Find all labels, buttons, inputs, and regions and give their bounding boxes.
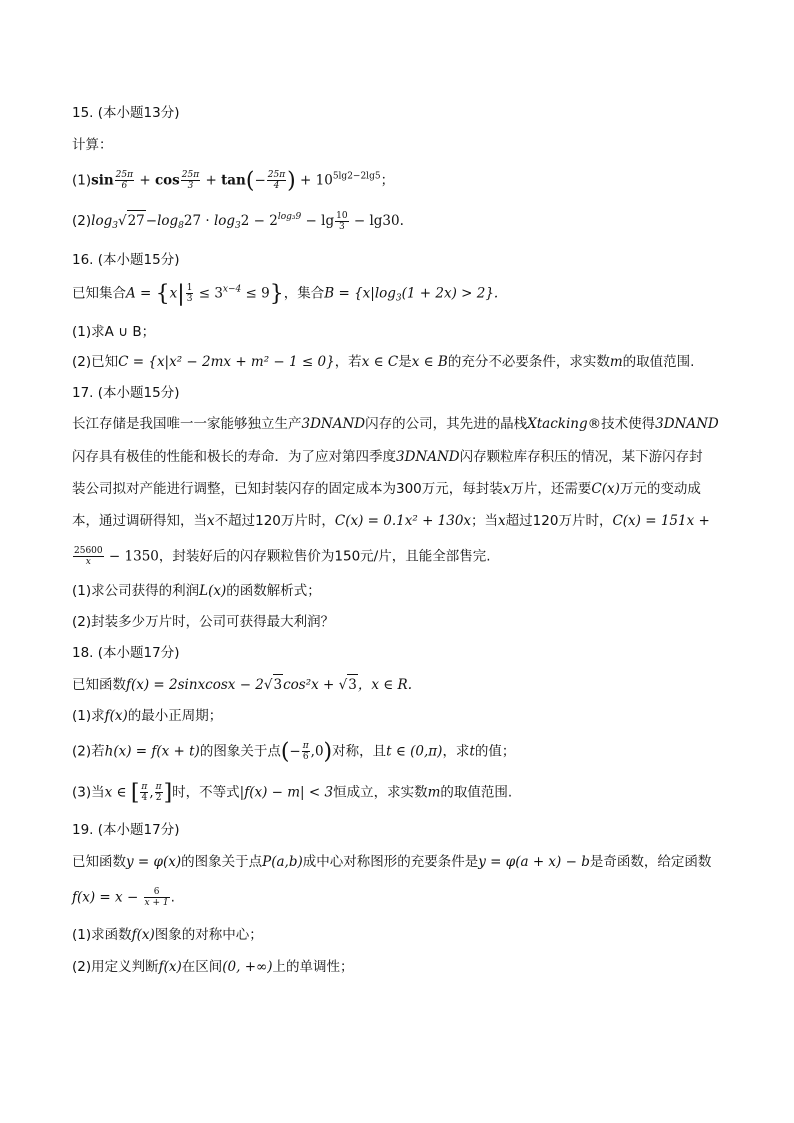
q17-part1: (1)求公司获得的利润L(x)的函数解析式； bbox=[72, 583, 321, 599]
q17-line1: 长江存储是我国唯一一家能够独立生产3DNAND闪存的公司，其先进的晶栈Xtacking®技术使得3DNAND bbox=[72, 416, 719, 432]
q16-part2: (2)已知C = {x|x² − 2mx + m² − 1 ≤ 0}，若x ∈ C是x ∈ B的充分不必要条件，求实数m的取值范围. bbox=[72, 354, 695, 370]
q18-statement: 已知函数f(x) = 2sinxcosx − 2√3cos²x + √3，x ∈ R. bbox=[72, 674, 412, 695]
q17-line4: 本，通过调研得知，当x不超过120万片时，C(x) = 0.1x² + 130x；当x超过120万片时，C(x) = 151x + bbox=[72, 513, 710, 529]
q17-header: 17. (本小题15分) bbox=[72, 385, 180, 401]
q16-statement: 已知集合A = {x| $\frac{1}{3}$ ≤ $3^{x-4} \le 9$}，集合$B = \{x|\log_3(1 + 2x) > 2\}$. bbox=[72, 281, 499, 307]
q19-part2: (2)用定义判断f(x)在区间(0, +∞)上的单调性； bbox=[72, 959, 354, 975]
q17-line2: 闪存具有极佳的性能和极长的寿命．为了应对第四季度3DNAND闪存颗粒库存积压的情况，某下游闪存封 bbox=[72, 449, 703, 465]
q18-part1: (1)求f(x)的最小正周期； bbox=[72, 708, 223, 724]
q17-line5: $\frac{25600}{x}$ − 1350，封装好后的闪存颗粒售价为150元/片，且能全部售完. bbox=[74, 546, 491, 567]
q19-header: 19. (本小题17分) bbox=[72, 822, 180, 838]
q15-part1: (1)sin $\frac{25\pi}{6}$ + cos $\frac{25\pi}{3}$ + tan(− $\frac{25\pi}{4}$ ) + $10^{5lg2-2lg5}$； bbox=[72, 168, 395, 194]
q16-header: 16. (本小题15分) bbox=[72, 252, 180, 268]
q15-intro: 计算： bbox=[72, 137, 113, 153]
q18-part2: (2)若h(x) = f(x + t)的图象关于点(− $\frac{\pi}{6}$ ,0)对称，且t ∈ (0,π)，求t的值； bbox=[72, 739, 516, 765]
q15-part2: $(2)\log_3√27-\log_827 \cdot \log_32 - 2^{log_39} - \lg$ $\frac{10}{3}$ − lg30. bbox=[72, 210, 404, 232]
q15-header: 15. (本小题13分) bbox=[72, 105, 180, 121]
q19-part1: (1)求函数f(x)图象的对称中心； bbox=[72, 927, 263, 943]
q18-part3: (3)当x ∈ [ $\frac{\pi}{4}$ , $\frac{\pi}{2}$ ]时，不等式|f(x) − m| < 3恒成立，求实数m的取值范围. bbox=[72, 780, 513, 806]
q17-part2: (2)封装多少万片时，公司可获得最大利润？ bbox=[72, 614, 335, 630]
q17-line3: 装公司拟对产能进行调整，已知封装闪存的固定成本为300万元，每封装x万片，还需要C(x)万元的变动成 bbox=[72, 481, 701, 497]
q19-statement-line1: 已知函数y = φ(x)的图象关于点P(a,b)成中心对称图形的充要条件是y = φ(a + x) − b是奇函数，给定函数 bbox=[72, 854, 712, 870]
q18-header: 18. (本小题17分) bbox=[72, 645, 180, 661]
q16-part1: (1)求A ∪ B； bbox=[72, 324, 156, 340]
q19-statement-line2: f(x) = x − $\frac{6}{x + 1}$ . bbox=[72, 887, 175, 908]
